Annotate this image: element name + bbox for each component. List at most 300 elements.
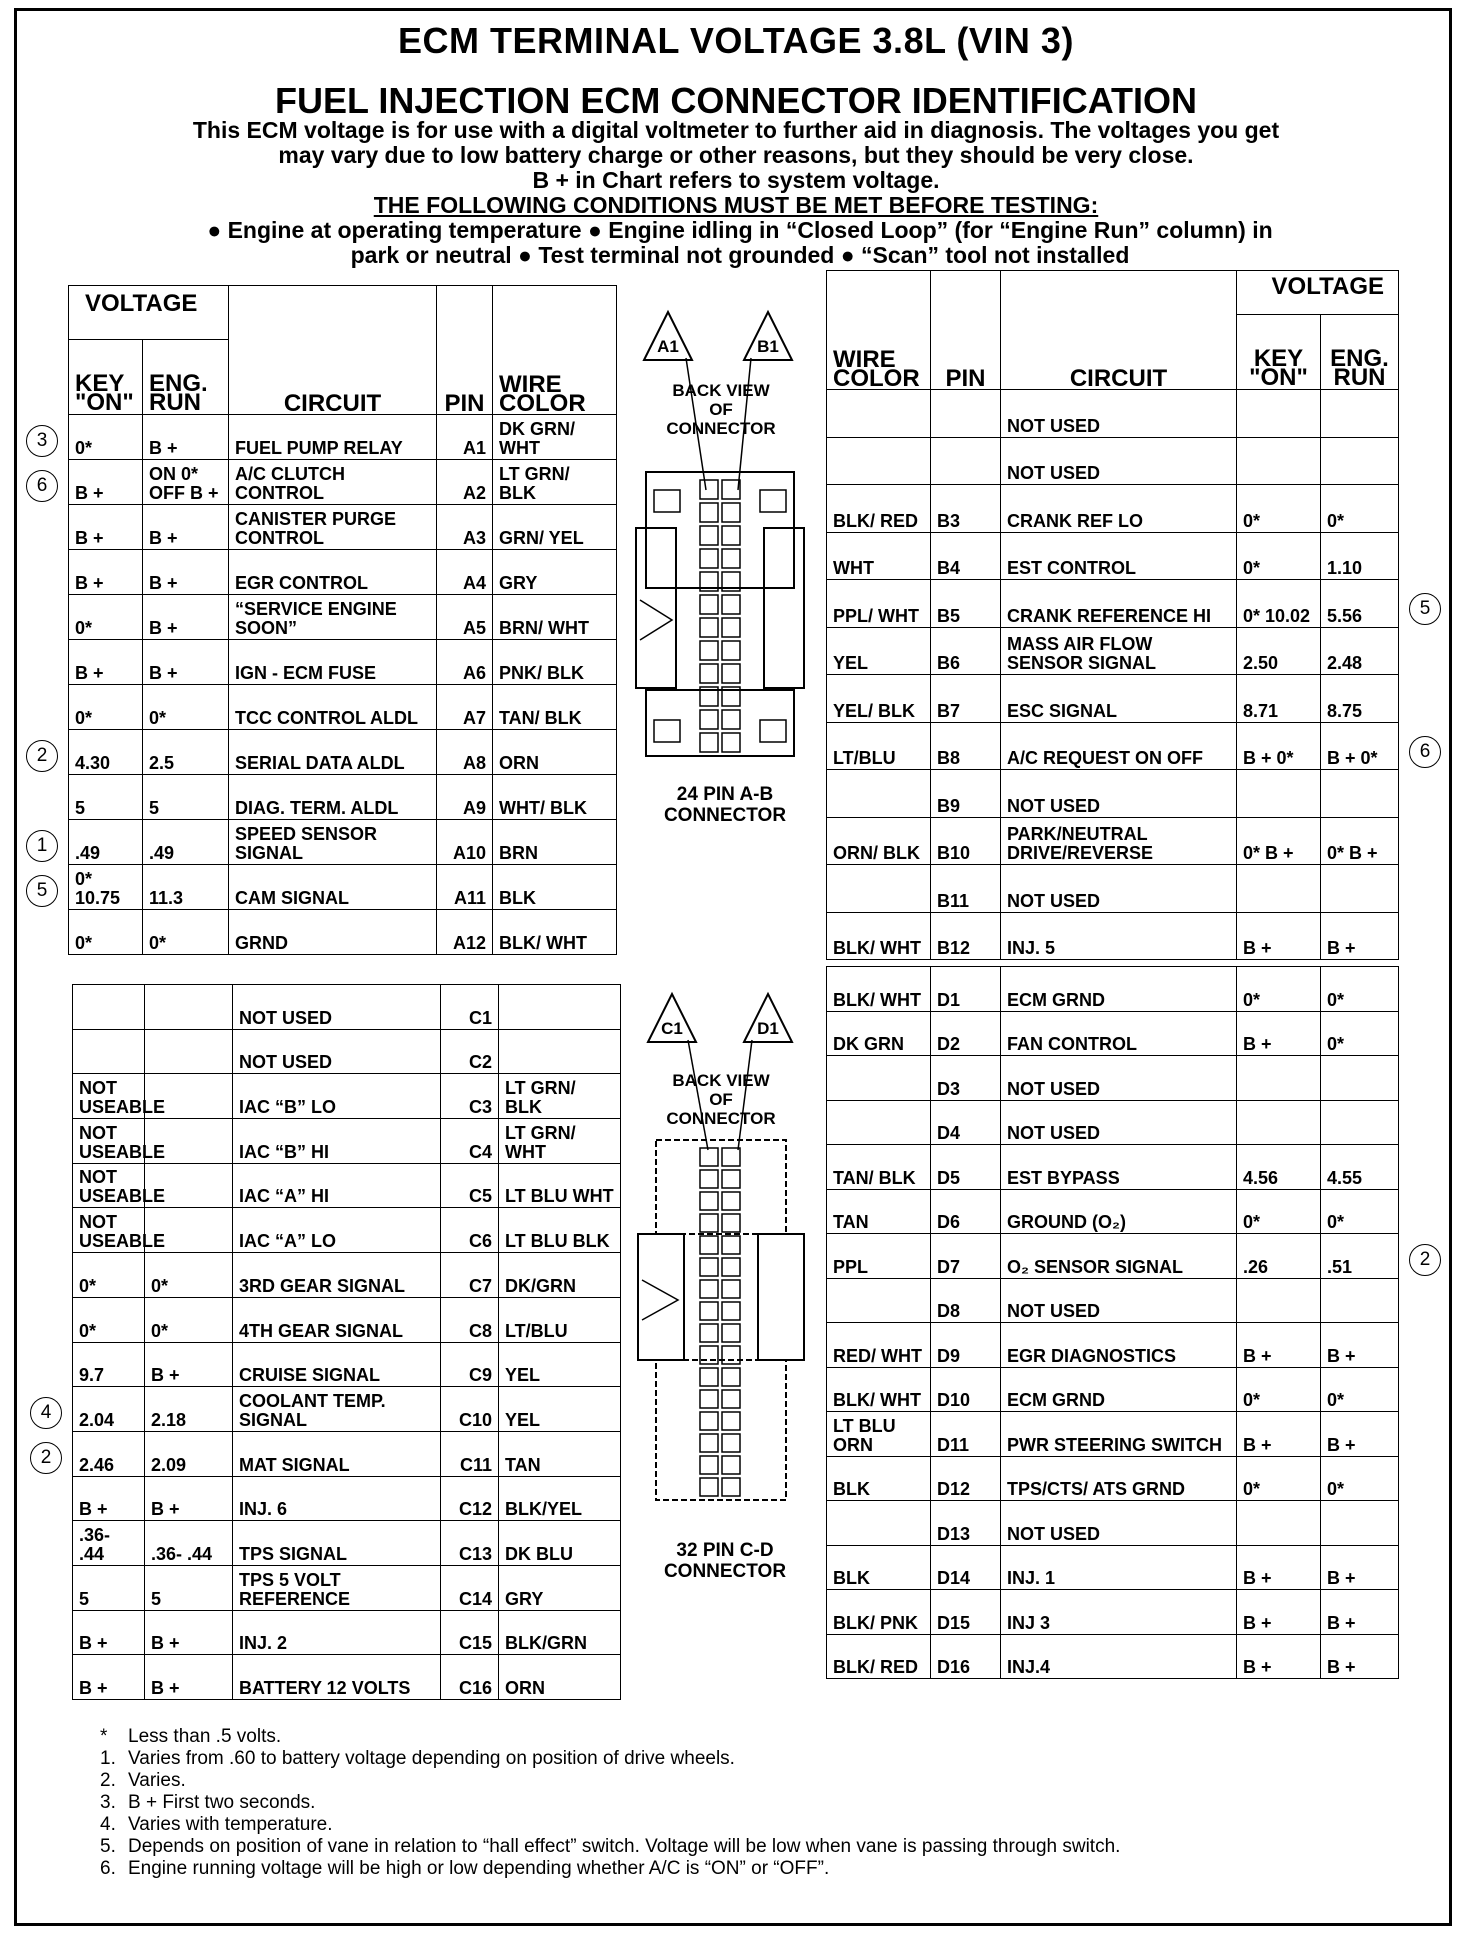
pin-id: A4 — [437, 550, 493, 595]
pin-id: D10 — [931, 1367, 1001, 1412]
table-row — [827, 967, 1399, 1012]
eng-run-value: 2.48 — [1321, 627, 1399, 675]
wire-color: BLK/YEL — [499, 1476, 621, 1521]
key-on-value: 0* 10.02 — [1237, 580, 1321, 628]
circuit-name: “SERVICE ENGINE SOON” — [229, 595, 437, 640]
eng-run-value: 2.18 — [145, 1387, 233, 1432]
pin-id: D6 — [931, 1189, 1001, 1234]
eng-run-value: 5 — [143, 775, 229, 820]
table-row — [827, 675, 1399, 723]
pin-id: A8 — [437, 730, 493, 775]
connector-pin — [700, 1214, 718, 1232]
key-on-value: B + — [1237, 1545, 1321, 1590]
table-row — [827, 1278, 1399, 1323]
key-on-value: .36- .44 — [73, 1521, 145, 1566]
footnote — [100, 1858, 1340, 1880]
wire-color: TAN/ BLK — [493, 685, 617, 730]
wire-color — [499, 1029, 621, 1074]
key-on-header: KEY "ON" — [69, 340, 143, 414]
table-row — [73, 1387, 621, 1432]
pin-id: B7 — [931, 675, 1001, 723]
connector-pin — [700, 1434, 718, 1452]
table-row — [827, 390, 1399, 438]
table-d-pins — [826, 966, 1399, 1679]
eng-run-value — [145, 1029, 233, 1074]
eng-run-value: 0* — [143, 685, 229, 730]
eng-run-value — [1321, 390, 1399, 438]
footnote-mark: 5. — [100, 1836, 116, 1857]
table-row — [827, 912, 1399, 960]
wire-color: TAN/ BLK — [827, 1145, 931, 1190]
table-row — [827, 485, 1399, 533]
key-on-value: NOT USEABLE — [73, 1074, 145, 1119]
wire-color: BLK/ WHT — [827, 912, 931, 960]
circuit-name: 4TH GEAR SIGNAL — [233, 1297, 441, 1342]
key-on-value: B + 0* — [1237, 722, 1321, 770]
eng-run-value: 0* B + — [1321, 817, 1399, 865]
key-on-value: 0* — [1237, 485, 1321, 533]
eng-run-value: ON 0* OFF B + — [143, 460, 229, 505]
table-row — [73, 1029, 621, 1074]
pin-id: A12 — [437, 910, 493, 955]
key-on-value: B + — [1237, 1323, 1321, 1368]
key-on-value: B + — [1237, 912, 1321, 960]
footnote-ref-icon: 2 — [1409, 1244, 1441, 1276]
circuit-name: IAC “A” HI — [233, 1163, 441, 1208]
key-on-value — [1237, 1501, 1321, 1546]
pin-id: B5 — [931, 580, 1001, 628]
table-row — [827, 437, 1399, 485]
eng-run-header: ENG. RUN — [1330, 345, 1389, 391]
footnote-mark: 1. — [100, 1748, 116, 1769]
connector-pin — [700, 1412, 718, 1430]
wire-color: TAN — [499, 1431, 621, 1476]
footnote-mark: 4. — [100, 1814, 116, 1835]
pin-id: A1 — [437, 415, 493, 460]
eng-run-value: B + — [1321, 912, 1399, 960]
eng-run-value: B + — [143, 505, 229, 550]
table-row — [827, 627, 1399, 675]
table-row — [827, 1145, 1399, 1190]
connector-pin — [722, 641, 740, 660]
pin-id: C16 — [441, 1655, 499, 1700]
footnote — [100, 1770, 1340, 1792]
eng-run-value: B + — [145, 1476, 233, 1521]
connector-pin — [700, 549, 718, 568]
table-row — [69, 865, 617, 910]
circuit-name: CRANK REFERENCE HI — [1001, 580, 1237, 628]
triangle-b1-icon — [744, 312, 792, 360]
pin-id: B10 — [931, 817, 1001, 865]
connector-pin — [722, 1456, 740, 1474]
table-row — [69, 595, 617, 640]
eng-run-value: 5 — [145, 1565, 233, 1610]
table-row — [73, 1208, 621, 1253]
circuit-name: CRUISE SIGNAL — [233, 1342, 441, 1387]
table-row — [69, 460, 617, 505]
key-on-value: 0* — [69, 415, 143, 460]
table-row — [69, 730, 617, 775]
key-on-value: 4.30 — [69, 730, 143, 775]
eng-run-value: 11.3 — [143, 865, 229, 910]
eng-run-value: B + — [143, 595, 229, 640]
back-view-label: BACK VIEW — [672, 381, 770, 400]
footnote-text: Depends on position of vane in relation to “hall effect” switch. Voltage will be low when vane is passing through switch. — [128, 1836, 1121, 1857]
connector-pin — [722, 1478, 740, 1496]
connector-pin — [700, 595, 718, 614]
table-row — [73, 1565, 621, 1610]
wire-color: BRN/ WHT — [493, 595, 617, 640]
eng-run-value: .49 — [143, 820, 229, 865]
connector-pin — [722, 1390, 740, 1408]
circuit-name: TPS SIGNAL — [233, 1521, 441, 1566]
key-on-value — [1237, 390, 1321, 438]
eng-run-value — [1321, 770, 1399, 818]
wire-color: LT BLU ORN — [827, 1412, 931, 1457]
connector-pin — [722, 526, 740, 545]
footnote-ref-icon: 5 — [1409, 593, 1441, 625]
table-row — [827, 1367, 1399, 1412]
wire-color: WHT — [827, 532, 931, 580]
pin-id: B12 — [931, 912, 1001, 960]
table-row — [827, 722, 1399, 770]
pin-id: C3 — [441, 1074, 499, 1119]
pin-id: B3 — [931, 485, 1001, 533]
pin-id: D11 — [931, 1412, 1001, 1457]
circuit-name: TPS/CTS/ ATS GRND — [1001, 1456, 1237, 1501]
circuit-name: ECM GRND — [1001, 1367, 1237, 1412]
circuit-name: TCC CONTROL ALDL — [229, 685, 437, 730]
eng-run-value: B + — [143, 415, 229, 460]
footnote-ref-icon: 2 — [30, 1442, 62, 1474]
key-on-value: B + — [69, 640, 143, 685]
wire-color: LT BLU BLK — [499, 1208, 621, 1253]
circuit-name: IAC “B” HI — [233, 1119, 441, 1164]
eng-run-value: 0* — [145, 1297, 233, 1342]
key-on-value: 0* — [69, 685, 143, 730]
key-on-value: 5 — [73, 1565, 145, 1610]
key-on-value: B + — [69, 460, 143, 505]
wire-color: GRY — [499, 1565, 621, 1610]
key-on-value: B + — [1237, 1412, 1321, 1457]
key-on-value — [1237, 770, 1321, 818]
circuit-name: SPEED SENSOR SIGNAL — [229, 820, 437, 865]
connector-cd-name: 32 PIN C-D CONNECTOR — [663, 1540, 787, 1582]
key-on-value — [1237, 1100, 1321, 1145]
eng-run-value: B + — [145, 1655, 233, 1700]
pin-id: D15 — [931, 1590, 1001, 1635]
key-on-value: B + — [69, 550, 143, 595]
key-on-value: B + — [73, 1476, 145, 1521]
table-row — [69, 685, 617, 730]
footnote-text: Varies. — [128, 1770, 186, 1791]
eng-run-value: .36- .44 — [145, 1521, 233, 1566]
circuit-name: PWR STEERING SWITCH — [1001, 1412, 1237, 1457]
pin-id: D12 — [931, 1456, 1001, 1501]
triangle-c1-label: C1 — [661, 1019, 683, 1038]
pin-id: B6 — [931, 627, 1001, 675]
pin-header: PIN — [437, 286, 493, 415]
eng-run-value: B + — [1321, 1634, 1399, 1679]
circuit-name: EST BYPASS — [1001, 1145, 1237, 1190]
pin-id: A5 — [437, 595, 493, 640]
circuit-name: CANISTER PURGE CONTROL — [229, 505, 437, 550]
triangle-c1-icon — [648, 994, 696, 1042]
key-on-value: B + — [73, 1655, 145, 1700]
wire-color: ORN — [499, 1655, 621, 1700]
pin-id — [931, 390, 1001, 438]
wire-color: DK GRN — [827, 1011, 931, 1056]
connector-ab-diagram — [626, 300, 816, 840]
table-row — [73, 1342, 621, 1387]
connector-pin — [700, 1280, 718, 1298]
connector-pin — [700, 1192, 718, 1210]
wire-color: TAN — [827, 1189, 931, 1234]
table-row — [73, 1297, 621, 1342]
connector-pin — [722, 1324, 740, 1342]
connector-pin — [722, 710, 740, 729]
connector-pin — [700, 1456, 718, 1474]
connector-pin — [700, 1478, 718, 1496]
eng-run-value: B + — [143, 640, 229, 685]
key-on-value: 4.56 — [1237, 1145, 1321, 1190]
voltage-header: VOLTAGE — [69, 286, 228, 340]
wire-color: GRY — [493, 550, 617, 595]
connector-pin — [700, 1258, 718, 1276]
circuit-name: COOLANT TEMP. SIGNAL — [233, 1387, 441, 1432]
key-on-value: 2.50 — [1237, 627, 1321, 675]
connector-pin — [700, 733, 718, 752]
pin-id: A7 — [437, 685, 493, 730]
pin-id: D13 — [931, 1501, 1001, 1546]
footnote — [100, 1792, 1340, 1814]
connector-pin — [722, 1258, 740, 1276]
triangle-d1-label: D1 — [757, 1019, 779, 1038]
eng-run-value: B + — [143, 550, 229, 595]
pin-id: B4 — [931, 532, 1001, 580]
circuit-name: MAT SIGNAL — [233, 1431, 441, 1476]
wire-color — [827, 1056, 931, 1101]
table-row — [73, 1610, 621, 1655]
wire-color: YEL/ BLK — [827, 675, 931, 723]
pin-id — [931, 437, 1001, 485]
pin-id: C7 — [441, 1253, 499, 1298]
wire-color: LT/BLU — [827, 722, 931, 770]
wire-color: LT/BLU — [499, 1297, 621, 1342]
connector-pin — [700, 1236, 718, 1254]
wire-color — [827, 437, 931, 485]
pin-id: B9 — [931, 770, 1001, 818]
eng-run-value: 0* — [1321, 485, 1399, 533]
footnote-ref-icon: 5 — [26, 875, 58, 907]
intro-text — [40, 118, 1432, 193]
wire-color: BLK/ RED — [827, 1634, 931, 1679]
table-row — [827, 1501, 1399, 1546]
wire-color — [827, 1501, 931, 1546]
key-on-value: NOT USEABLE — [73, 1163, 145, 1208]
wire-color: LT BLU WHT — [499, 1163, 621, 1208]
table-row — [827, 1590, 1399, 1635]
circuit-name: NOT USED — [1001, 1501, 1237, 1546]
wire-color: BLK/GRN — [499, 1610, 621, 1655]
footnote-mark: 3. — [100, 1792, 116, 1813]
back-view-label: OF — [709, 400, 733, 419]
connector-pin — [722, 664, 740, 683]
back-view-label: BACK VIEW — [672, 1071, 770, 1090]
circuit-header: CIRCUIT — [229, 286, 437, 415]
table-row — [73, 1074, 621, 1119]
circuit-name: ESC SIGNAL — [1001, 675, 1237, 723]
connector-pin — [722, 1346, 740, 1364]
circuit-name: TPS 5 VOLT REFERENCE — [233, 1565, 441, 1610]
circuit-name: NOT USED — [1001, 1278, 1237, 1323]
key-on-value — [1237, 1056, 1321, 1101]
circuit-name: INJ. 2 — [233, 1610, 441, 1655]
connector-pin — [700, 618, 718, 637]
wire-color: BLK/ PNK — [827, 1590, 931, 1635]
circuit-name: NOT USED — [233, 1029, 441, 1074]
eng-run-value: B + 0* — [1321, 722, 1399, 770]
footnote-ref-icon: 2 — [26, 740, 58, 772]
wire-color: BLK/ WHT — [827, 967, 931, 1012]
table-row — [827, 532, 1399, 580]
pin-id: C5 — [441, 1163, 499, 1208]
table-a-pins — [68, 285, 617, 955]
key-on-value: 0* B + — [1237, 817, 1321, 865]
key-on-value: NOT USEABLE — [73, 1208, 145, 1253]
wire-color — [827, 390, 931, 438]
connector-pin — [700, 503, 718, 522]
eng-run-value — [1321, 1100, 1399, 1145]
footnote — [100, 1836, 1340, 1858]
circuit-name: SERIAL DATA ALDL — [229, 730, 437, 775]
connector-pin — [722, 1412, 740, 1430]
pin-id: C2 — [441, 1029, 499, 1074]
pin-id: C9 — [441, 1342, 499, 1387]
key-on-value: .26 — [1237, 1234, 1321, 1279]
connector-pin — [700, 710, 718, 729]
pin-id: D14 — [931, 1545, 1001, 1590]
connector-cd-diagram — [626, 990, 816, 1550]
table-row — [827, 1323, 1399, 1368]
footnote-ref-icon: 1 — [26, 830, 58, 862]
circuit-name: MASS AIR FLOW SENSOR SIGNAL — [1001, 627, 1237, 675]
eng-run-value: 0* — [143, 910, 229, 955]
pin-id: A3 — [437, 505, 493, 550]
intro-line: may vary due to low battery charge or other reasons, but they should be very close. — [278, 142, 1194, 168]
circuit-name: 3RD GEAR SIGNAL — [233, 1253, 441, 1298]
eng-run-value: 2.5 — [143, 730, 229, 775]
circuit-name: IAC “B” LO — [233, 1074, 441, 1119]
eng-run-value: 4.55 — [1321, 1145, 1399, 1190]
footnote-ref-icon: 3 — [26, 425, 58, 457]
table-row — [69, 505, 617, 550]
triangle-b1-label: B1 — [757, 337, 779, 356]
circuit-name: O₂ SENSOR SIGNAL — [1001, 1234, 1237, 1279]
connector-pin — [722, 503, 740, 522]
connector-pin — [722, 1170, 740, 1188]
pin-header: PIN — [931, 271, 1001, 390]
wire-color: WHT/ BLK — [493, 775, 617, 820]
eng-run-value: B + — [145, 1342, 233, 1387]
circuit-name: BATTERY 12 VOLTS — [233, 1655, 441, 1700]
table-row — [73, 1163, 621, 1208]
eng-run-value: B + — [145, 1610, 233, 1655]
wire-color: PNK/ BLK — [493, 640, 617, 685]
wire-color: YEL — [499, 1387, 621, 1432]
key-on-value: 0* 10.75 — [69, 865, 143, 910]
circuit-name: PARK/NEUTRAL DRIVE/REVERSE — [1001, 817, 1237, 865]
pin-id: D9 — [931, 1323, 1001, 1368]
wire-color: BLK — [827, 1545, 931, 1590]
conditions-line: ● Engine at operating temperature ● Engine idling in “Closed Loop” (for “Engine Run” column) in — [207, 217, 1273, 243]
wire-color: LT GRN/ BLK — [493, 460, 617, 505]
key-on-value: 2.04 — [73, 1387, 145, 1432]
connector-pin — [700, 641, 718, 660]
connector-pin — [722, 1192, 740, 1210]
wire-color: YEL — [827, 627, 931, 675]
pin-id: D3 — [931, 1056, 1001, 1101]
key-on-value: 0* — [1237, 1456, 1321, 1501]
connector-ab-name: 24 PIN A-B CONNECTOR — [663, 784, 787, 826]
connector-pin — [722, 1434, 740, 1452]
conditions-text — [60, 218, 1420, 268]
table-row — [69, 910, 617, 955]
table-c-pins — [72, 984, 621, 1700]
conditions-heading: THE FOLLOWING CONDITIONS MUST BE MET BEFORE TESTING: — [373, 192, 1099, 218]
circuit-name: FUEL PUMP RELAY — [229, 415, 437, 460]
wire-color: PPL — [827, 1234, 931, 1279]
table-row — [827, 817, 1399, 865]
pin-id: D1 — [931, 967, 1001, 1012]
key-on-value: B + — [1237, 1011, 1321, 1056]
table-row — [827, 1634, 1399, 1679]
circuit-name: NOT USED — [1001, 437, 1237, 485]
connector-pin — [722, 1214, 740, 1232]
key-on-value: 0* — [1237, 967, 1321, 1012]
table-b-pins — [826, 270, 1399, 960]
pin-id: A9 — [437, 775, 493, 820]
circuit-name: NOT USED — [1001, 1056, 1237, 1101]
key-on-value: 8.71 — [1237, 675, 1321, 723]
circuit-name: IAC “A” LO — [233, 1208, 441, 1253]
key-on-value — [1237, 865, 1321, 913]
page-subtitle: FUEL INJECTION ECM CONNECTOR IDENTIFICATION — [274, 80, 1198, 121]
connector-pin — [700, 1148, 718, 1166]
connector-pin — [700, 1324, 718, 1342]
pin-id: D5 — [931, 1145, 1001, 1190]
footnote-ref-icon: 6 — [1409, 736, 1441, 768]
circuit-name: NOT USED — [1001, 770, 1237, 818]
key-on-value: 2.46 — [73, 1431, 145, 1476]
wire-color: YEL — [499, 1342, 621, 1387]
connector-pin — [722, 1236, 740, 1254]
voltage-header-cell — [1237, 271, 1399, 390]
table-row — [73, 1655, 621, 1700]
pin-id: C15 — [441, 1610, 499, 1655]
eng-run-value: B + — [1321, 1545, 1399, 1590]
pin-id: D16 — [931, 1634, 1001, 1679]
footnote-mark: * — [100, 1726, 108, 1747]
circuit-header: CIRCUIT — [1001, 271, 1237, 390]
key-on-value: 0* — [69, 595, 143, 640]
wire-color: DK/GRN — [499, 1253, 621, 1298]
table-row — [73, 1431, 621, 1476]
eng-run-value: B + — [1321, 1590, 1399, 1635]
pin-id: C8 — [441, 1297, 499, 1342]
connector-pin — [722, 1280, 740, 1298]
circuit-name: A/C CLUTCH CONTROL — [229, 460, 437, 505]
